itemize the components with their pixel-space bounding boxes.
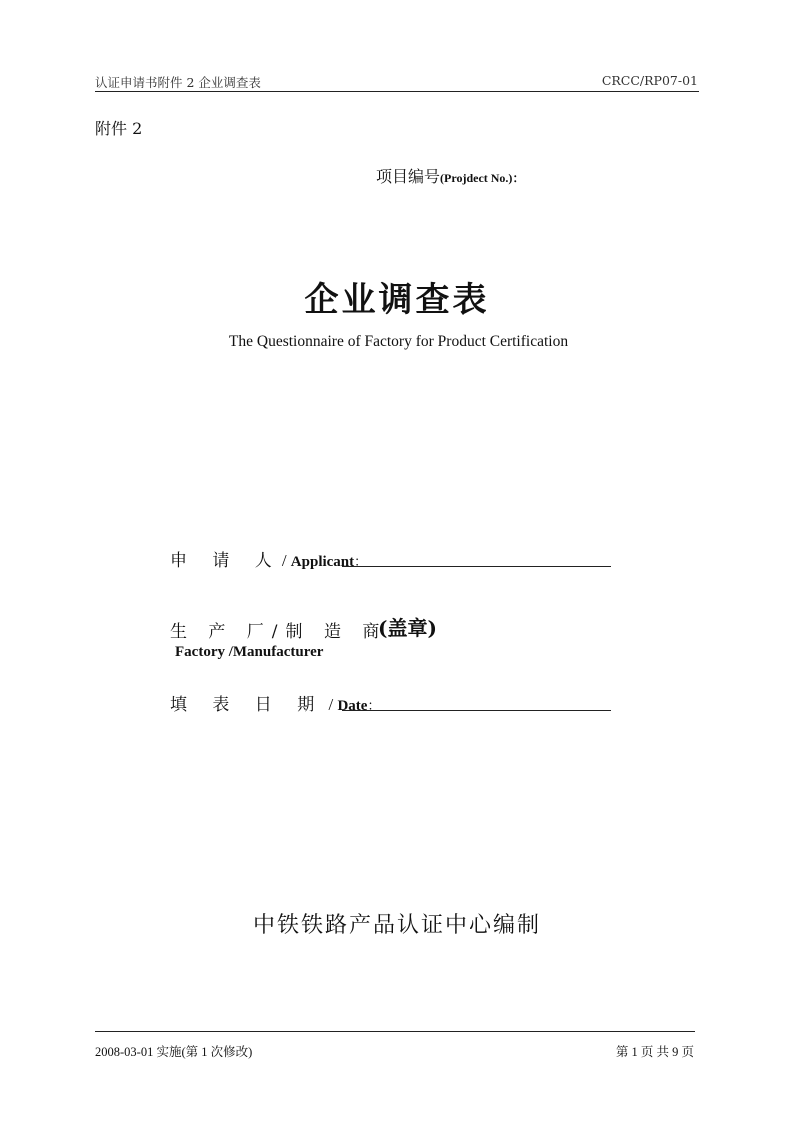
date-colon: ： — [367, 699, 381, 714]
applicant-label-cn: 申 请 人 — [170, 551, 282, 571]
date-label-en: Date — [337, 698, 368, 714]
date-row — [170, 690, 380, 715]
attachment-label: 附件 2 — [95, 119, 143, 138]
footer-left: 2008-03-01 实施(第 1 次修改) — [95, 1045, 253, 1059]
document-title: 企业调查表 — [304, 280, 490, 320]
applicant-label-en: Applicant — [290, 554, 355, 570]
date-slash: / — [324, 695, 338, 714]
header-right: CRCC/RP07-01 — [601, 73, 698, 88]
applicant-colon: ： — [354, 555, 368, 570]
page-number: 第 1 页 共 9 页 — [615, 1045, 694, 1059]
applicant-row — [170, 546, 367, 571]
project-no-label-cn: 项目编号 — [376, 167, 441, 186]
project-no-colon: ： — [512, 171, 525, 185]
header-left: 认证申请书附件 2 企业调查表 — [95, 75, 261, 90]
manufacturer-label-cn: 生 产 厂/制 造 商: — [170, 622, 402, 642]
document-subtitle: The Questionnaire of Factory for Product Certification — [228, 333, 569, 350]
applicant-field[interactable] — [342, 566, 611, 567]
date-field[interactable] — [342, 710, 611, 711]
applicant-slash: / — [281, 551, 291, 570]
date-label-cn: 填 表 日 期 — [170, 695, 325, 715]
seal-label: (盖章) — [378, 616, 437, 640]
compiler-line: 中铁铁路产品认证中心编制 — [252, 913, 541, 938]
project-no-label-en: (Projdect No.) — [440, 171, 513, 185]
header-rule — [95, 91, 699, 92]
manufacturer-label-en: Factory /Manufacturer — [175, 644, 324, 660]
footer-rule — [95, 1031, 695, 1032]
project-no — [376, 164, 524, 187]
